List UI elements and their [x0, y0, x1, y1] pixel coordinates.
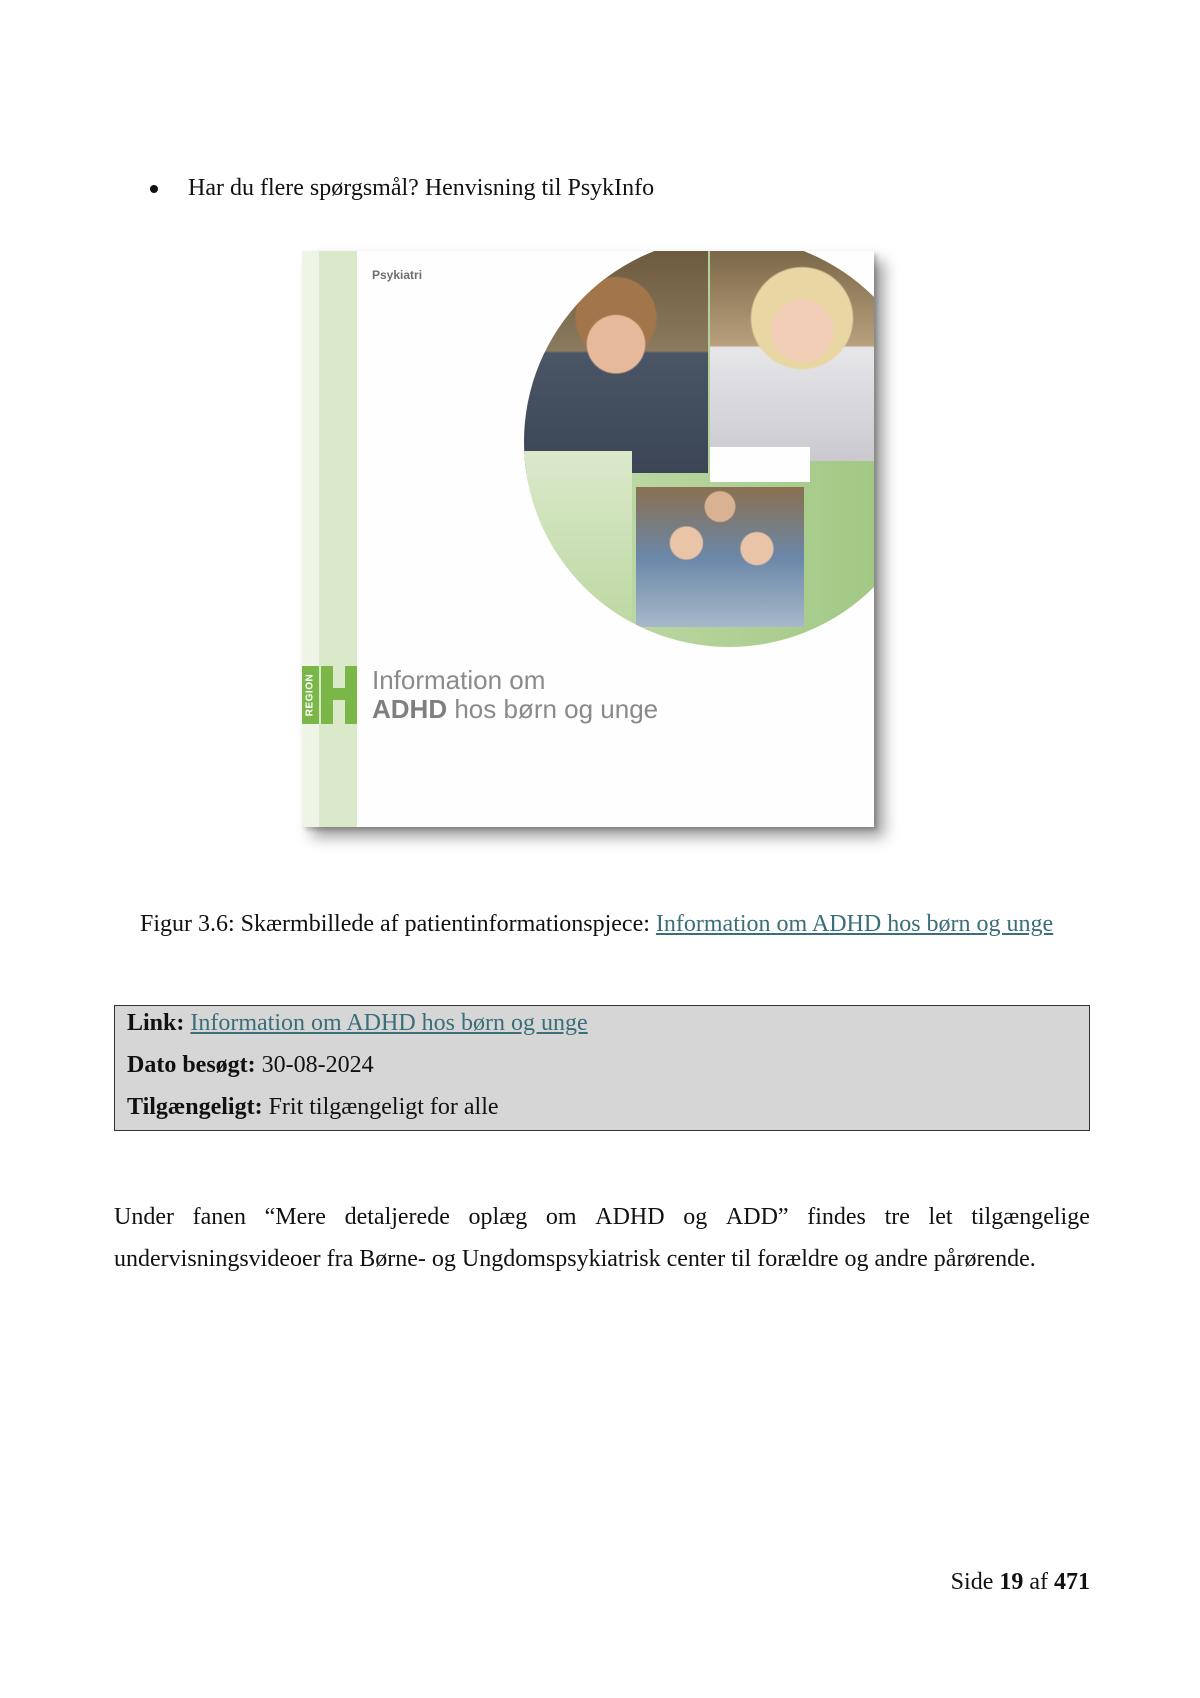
- body-paragraph: [114, 1196, 1090, 1280]
- cover-title-line1: Information om: [372, 665, 546, 695]
- info-link-row: [127, 1007, 588, 1039]
- paragraph-word: tre: [884, 1204, 910, 1230]
- paragraph-word: findes: [807, 1204, 866, 1230]
- page-number: [951, 1566, 1090, 1598]
- cover-title-bold: ADHD: [372, 694, 448, 724]
- paragraph-word: “Mere: [264, 1204, 326, 1230]
- info-link[interactable]: Information om ADHD hos børn og unge: [190, 1010, 588, 1036]
- cover-green-block: [524, 451, 632, 647]
- region-h-logo: [302, 666, 357, 724]
- cover-title: [372, 666, 658, 724]
- paragraph-word: ADD”: [725, 1204, 789, 1230]
- paragraph-word: fanen: [192, 1204, 246, 1230]
- page-number-prefix: Side: [950, 1569, 994, 1595]
- info-access-value: Frit tilgængeligt for alle: [268, 1094, 499, 1120]
- cover-title-rest: hos børn og unge: [447, 694, 659, 724]
- caption-prefix: Figur 3.6: Skærmbillede af patientinformationspjece:: [140, 911, 656, 937]
- link-info-box: [114, 1005, 1090, 1131]
- bullet-dot-icon: [150, 185, 158, 193]
- info-date-value: 30-08-2024: [261, 1052, 374, 1078]
- info-access-label: Tilgængeligt:: [127, 1094, 263, 1120]
- cover-stripe-light: [302, 251, 319, 827]
- photo-girl: [710, 251, 874, 461]
- photo-boy: [524, 251, 708, 473]
- cover-photo-circle: [524, 251, 874, 647]
- cover-stripe: [319, 251, 357, 827]
- paragraph-line-1: [114, 1196, 1090, 1238]
- info-date-row: [127, 1049, 374, 1081]
- page-number-total: 471: [1054, 1569, 1090, 1595]
- cover-title-line2: [372, 695, 658, 724]
- bullet-text: Har du flere spørgsmål? Henvisning til PsykInfo: [188, 175, 655, 201]
- paragraph-word: oplæg: [468, 1204, 528, 1230]
- paragraph-word: detaljerede: [344, 1204, 450, 1230]
- cover-brand: Psykiatri: [372, 268, 423, 282]
- caption-link[interactable]: Information om ADHD hos børn og unge: [655, 911, 1054, 937]
- brochure-cover-image: [302, 251, 874, 827]
- info-access-row: [127, 1091, 499, 1123]
- photo-father-and-boys: [636, 487, 804, 627]
- page-number-current: 19: [999, 1569, 1024, 1595]
- paragraph-word: let: [928, 1204, 953, 1230]
- paragraph-word: tilgængelige: [971, 1204, 1090, 1230]
- region-logo-text: REGION: [304, 673, 316, 717]
- figure-caption: [140, 908, 1053, 940]
- paragraph-word: ADHD: [595, 1204, 665, 1230]
- paragraph-word: Under: [114, 1204, 174, 1230]
- cover-white-gap: [710, 447, 810, 482]
- page-number-middle: af: [1029, 1569, 1048, 1595]
- info-date-label: Dato besøgt:: [127, 1052, 256, 1078]
- paragraph-word: og: [683, 1204, 708, 1230]
- paragraph-line-2: undervisningsvideoer fra Børne- og Ungdomspsykiatrisk center til forældre og andre pårørende.: [114, 1246, 1036, 1272]
- info-link-label: Link:: [127, 1010, 185, 1036]
- paragraph-word: om: [545, 1204, 577, 1230]
- h-logo-right-bar: [345, 666, 357, 724]
